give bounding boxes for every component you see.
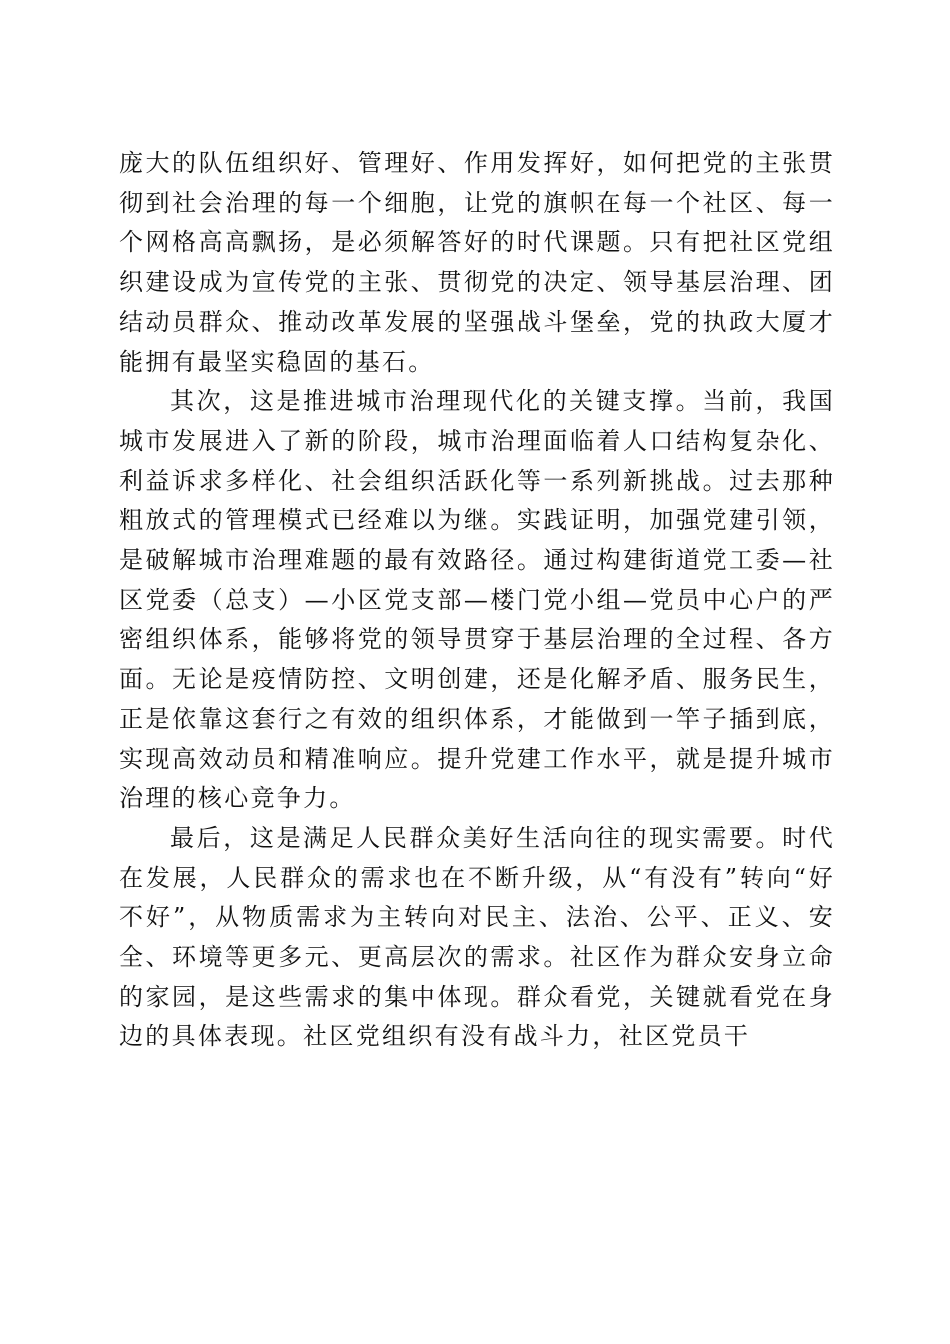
paragraph-continued: 庞大的队伍组织好、管理好、作用发挥好，如何把党的主张贯彻到社会治理的每一个细胞，让党的旗帜在每一个社区、每一个网格高高飘扬，是必须解答好的时代课题。只有把社区党组织建设成为宣传党的主张、贯彻党的决定、领导基层治理、团结动员群众、推动改革发展的坚强战斗堡垒，党的执政大厦才能拥有最坚实稳固的基石。 [119, 149, 835, 376]
paragraph-second-point: 其次，这是推进城市治理现代化的关键支撑。当前，我国城市发展进入了新的阶段，城市治理面临着人口结构复杂化、利益诉求多样化、社会组织活跃化等一系列新挑战。过去那种粗放式的管理模式已经难以为继。实践证明，加强党建引领，是破解城市治理难题的最有效路径。通过构建街道党工委—社区党委（总支）—小区党支部—楼门党小组—党员中心户的严密组织体系，能够将党的领导贯穿于基层治理的全过程、各方面。无论是疫情防控、文明创建，还是化解矛盾、服务民生，正是依靠这套行之有效的组织体系，才能做到一竿子插到底，实现高效动员和精准响应。提升党建工作水平，就是提升城市治理的核心竞争力。 [119, 387, 835, 813]
paragraph-final-point: 最后，这是满足人民群众美好生活向往的现实需要。时代在发展，人民群众的需求也在不断升级，从“有没有”转向“好不好”，从物质需求为主转向对民主、法治、公平、正义、安全、环境等更多元、更高层次的需求。社区作为群众安身立命的家园，是这些需求的集中体现。群众看党，关键就看党在身边的具体表现。社区党组织有没有战斗力，社区党员干 [119, 823, 835, 1051]
document-body [119, 144, 835, 1057]
